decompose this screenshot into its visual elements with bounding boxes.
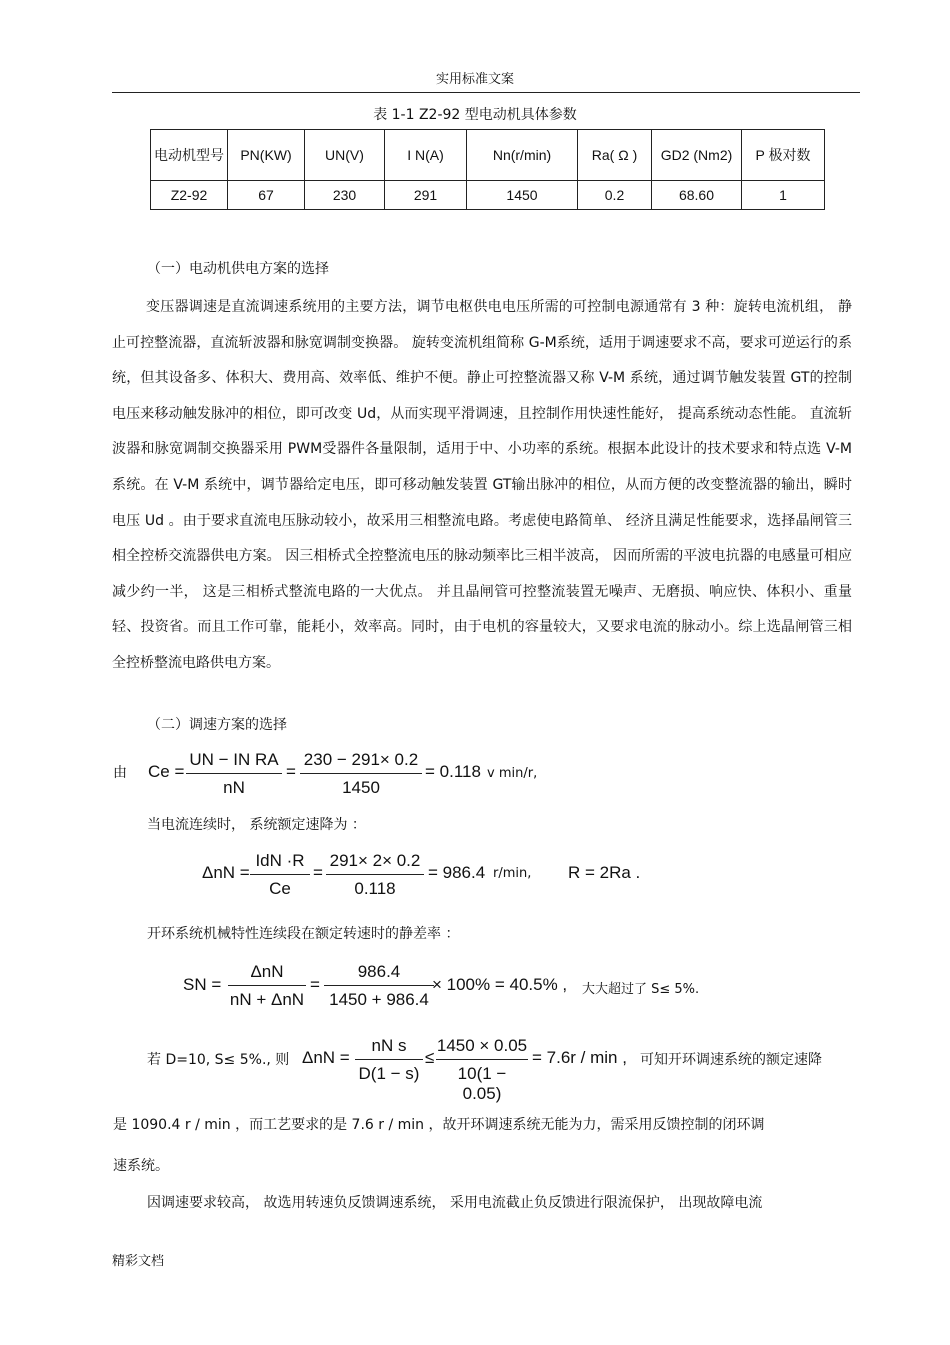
section1-paragraph: 变压器调速是直流调速系统用的主要方法，调节电枢供电电压所需的可控制电源通常有 3 种：旋转电流机组， 静止可控整流器，直流斩波器和脉宽调制变换器。 旋转变流机组简称 G-M系统，适用于调速要求不高，要求可逆运行的系统，但其设备多、体积大、费用高、效率低、维护不便。静止可控整流器又称 V-M 系统，通过调节触发装置 GT的控制电压来移动触发脉冲的相位，即可改变 Ud，从而实现平滑调速，且控制作用快速性能好， 提高系统动态性能。 直流斩波器和脉宽调制交换器采用 PWM受器件各量限制，适用于中、小功率的系统。根据本此设计的技术要求和特点选 V-M 系统。在 V-M 系统中，调节器给定电压，即可移动触发装置 GT输出脉冲的相位，从而方便的改变整流器的输出，瞬时电压 Ud 。由于要求直流电压脉动较小，故采用三相整流电路。考虑使电路简单、 经济且满足性能要求，选择晶闸管三相全控桥交流器供电方案。 因三相桥式全控整流电压的脉动频率比三相半波高， 因而所需的平波电抗器的电感量可相应减少约一半， 这是三相桥式整流电路的一大优点。 并且晶闸管可控整流装置无噪声、无磨损、响应快、体积小、重量轻、投资省。而且工作可靠，能耗小，效率高。同时，由于电机的容量较大，又要求电流的脉动小。综上选晶闸管三相全控桥整流电路供电方案。	[112, 299, 852, 671]
eq3-num1: ΔnN	[250, 962, 284, 981]
header-cell: 电动机型号	[151, 130, 228, 181]
eq3-tail: 大大超过了 S≤ 5%.	[582, 982, 700, 997]
fraction-bar	[250, 874, 310, 875]
motor-params-table	[150, 129, 825, 210]
eq4-result: = 7.6r / min ,	[532, 1048, 627, 1067]
eq2-unit: r/min,	[493, 866, 532, 881]
header-cell: GD2 (Nm2)	[652, 130, 742, 181]
fraction-bar	[300, 773, 422, 774]
fraction-bar	[324, 985, 434, 986]
table-cell: 67	[228, 181, 305, 210]
table-cell: 68.60	[652, 181, 742, 210]
equals-sign: =	[286, 762, 296, 781]
header-cell: Ra( Ω )	[578, 130, 652, 181]
table-cell: Z2-92	[151, 181, 228, 210]
fraction-bar	[436, 1059, 528, 1060]
eq1-num2: 230 − 291× 0.2	[303, 750, 419, 769]
table-cell: 1	[742, 181, 825, 210]
section2-heading: （二）调速方案的选择	[147, 717, 287, 733]
equals-sign: =	[313, 863, 323, 882]
eq4-num2: 1450 × 0.05	[436, 1036, 528, 1055]
eq4-lhs: ΔnN =	[302, 1048, 350, 1067]
header-cell: I N(A)	[385, 130, 467, 181]
table-cell: 291	[385, 181, 467, 210]
eq1-unit: v min/r,	[487, 766, 538, 781]
eq2-den2: 0.118	[354, 879, 396, 898]
eq3-num2: 986.4	[357, 962, 401, 981]
eq2-num2: 291× 2× 0.2	[329, 851, 421, 870]
eq1-den1: nN	[223, 778, 245, 797]
header-divider	[112, 92, 860, 93]
table-caption: 表 1-1 Z2-92 型电动机具体参数	[373, 107, 577, 123]
header-cell: P 极对数	[742, 130, 825, 181]
rated-drop-intro: 当电流连续时， 系统额定速降为 ：	[147, 817, 366, 833]
eq1-lhs: Ce =	[148, 762, 185, 781]
eq3-lhs: SN =	[183, 975, 222, 994]
table-header-row	[151, 130, 825, 181]
header-cell: PN(KW)	[228, 130, 305, 181]
eq1-result: = 0.118	[425, 762, 481, 781]
table-cell: 1450	[467, 181, 578, 210]
eq4-tail: 可知开环调速系统的额定速降	[640, 1052, 822, 1068]
eq1-num1: UN − IN RA	[189, 750, 279, 769]
open-loop-conclusion: 是 1090.4 r / min ，而工艺要求的是 7.6 r / min ，故开环调速系统无能为力，需采用反馈控制的闭环调	[113, 1117, 765, 1133]
table-cell: 0.2	[578, 181, 652, 210]
feedback-choice-line: 因调速要求较高， 故选用转速负反馈调速系统， 采用电流截止负反馈进行限流保护， 出现故障电流	[147, 1195, 763, 1211]
header-cell: UN(V)	[305, 130, 385, 181]
fraction-bar	[355, 1059, 423, 1060]
eq3-den2: 1450 + 986.4	[329, 990, 429, 1009]
eq2-lhs: ΔnN =	[202, 863, 250, 882]
eq4-den1: D(1 − s)	[358, 1064, 420, 1083]
static-error-intro: 开环系统机械特性连续段在额定转速时的静差率 ：	[147, 926, 460, 942]
eq4-num1: nN s	[371, 1036, 407, 1055]
eq3-den1: nN + ΔnN	[229, 990, 305, 1009]
fraction-bar	[326, 874, 424, 875]
open-loop-conclusion-cont: 速系统。	[113, 1158, 169, 1174]
eq2-den1: Ce	[269, 879, 291, 898]
eq1-prefix: 由	[113, 765, 127, 781]
eq2-extra: R = 2Ra .	[568, 863, 641, 882]
eq4-prefix: 若 D=10, S≤ 5%., 则	[147, 1052, 290, 1068]
fraction-bar	[228, 985, 306, 986]
header-cell: Nn(r/min)	[467, 130, 578, 181]
eq1-den2: 1450	[342, 778, 380, 797]
eq4-rel: ≤	[425, 1048, 435, 1067]
eq2-num1: IdN ·R	[255, 851, 305, 870]
page-header: 实用标准文案	[435, 72, 514, 87]
table-cell: 230	[305, 181, 385, 210]
eq2-result: = 986.4	[428, 863, 486, 882]
equals-sign: =	[310, 975, 320, 994]
section1-heading: （一）电动机供电方案的选择	[147, 261, 329, 277]
fraction-bar	[186, 773, 282, 774]
table-row	[151, 181, 825, 210]
page-footer: 精彩文档	[112, 1254, 165, 1269]
eq3-result: × 100% = 40.5% ,	[432, 975, 568, 994]
eq4-den2: 10(1 − 0.05)	[457, 1064, 507, 1103]
